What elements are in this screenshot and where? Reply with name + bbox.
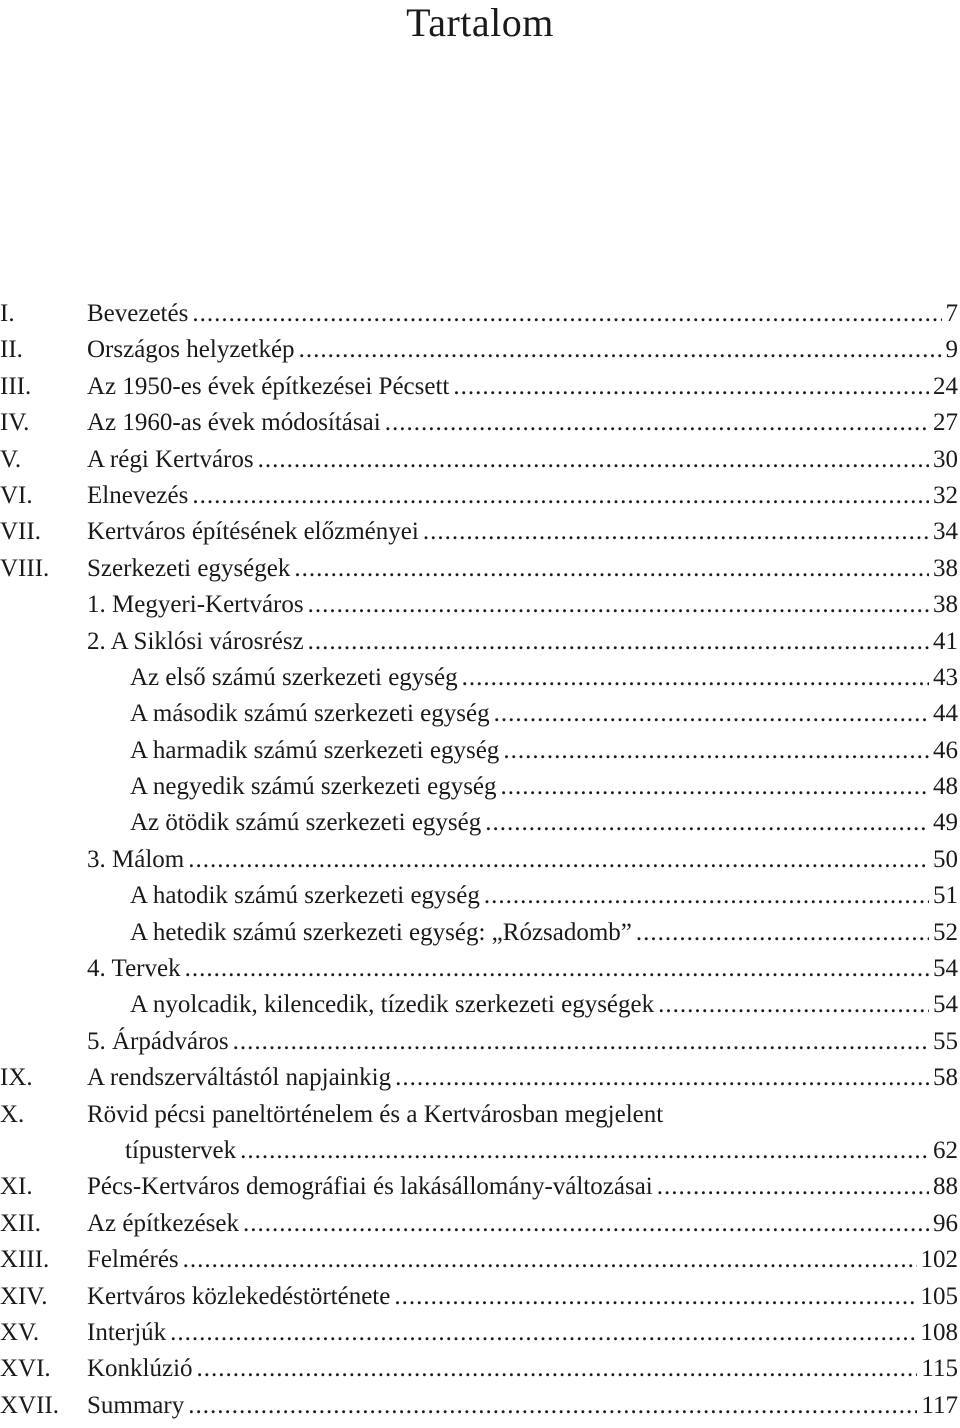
toc-entry-title: A második számú szerkezeti egység: [130, 700, 490, 728]
toc-entry-title: Az első számú szerkezeti egység: [130, 663, 458, 691]
toc-entry: [0, 624, 958, 660]
toc-entry-title: Szerkezeti egységek: [87, 554, 291, 582]
toc-entry-body: [87, 1206, 958, 1242]
toc-dot-leader: [170, 1315, 916, 1351]
toc-entry-page: 88: [933, 1173, 958, 1201]
toc-entry-title: Az 1950-es évek építkezései Pécsett: [87, 372, 450, 400]
toc-entry-title: A hetedik számú szerkezeti egység: „Rózsadomb”: [130, 918, 632, 946]
toc-entry-title: A nyolcadik, kilencedik, tízedik szerkezeti egységek: [130, 991, 655, 1019]
toc-entry-page: 54: [933, 991, 958, 1019]
toc-entry: [0, 332, 958, 368]
table-of-contents: [0, 296, 958, 1424]
toc-entry-title: A rendszerváltástól napjainkig: [87, 1064, 392, 1092]
toc-entry-number: II.: [0, 336, 23, 364]
toc-entry-number: V.: [0, 445, 22, 473]
toc-dot-leader: [636, 915, 929, 951]
toc-entry-title: A negyedik számú szerkezeti egység: [130, 773, 497, 801]
toc-entry-title: Az építkezések: [87, 1209, 240, 1237]
toc-entry-title: Az ötödik számú szerkezeti egység: [130, 809, 482, 837]
toc-entry-page: 30: [933, 445, 958, 473]
toc-entry-page: 43: [933, 663, 958, 691]
toc-dot-leader: [485, 805, 929, 841]
toc-entry-body: [87, 660, 958, 696]
toc-dot-leader: [197, 1351, 918, 1387]
toc-entry-title: A régi Kertváros: [87, 445, 254, 473]
toc-entry: [0, 442, 958, 478]
toc-entry-number: XVI.: [0, 1355, 51, 1383]
toc-entry-number: VIII.: [0, 554, 50, 582]
toc-dot-leader: [240, 1133, 929, 1169]
toc-entry: [0, 369, 958, 405]
toc-entry-title: típustervek: [125, 1136, 237, 1164]
toc-entry-number: XIV.: [0, 1282, 48, 1310]
toc-entry-body: [87, 1060, 958, 1096]
toc-entry: [0, 587, 958, 623]
toc-dot-leader: [385, 405, 929, 441]
toc-entry-page: 46: [933, 736, 958, 764]
toc-entry-body: [87, 842, 958, 878]
toc-dot-leader: [192, 296, 941, 332]
toc-entry-page: 105: [920, 1282, 958, 1310]
toc-entry-body: [87, 878, 958, 914]
toc-entry-title: 4. Tervek: [87, 955, 181, 983]
toc-entry: [0, 951, 958, 987]
toc-entry-page: 44: [933, 700, 958, 728]
toc-entry-body: [87, 587, 958, 623]
page-title: Tartalom: [406, 0, 554, 45]
toc-entry-title: 1. Megyeri-Kertváros: [87, 591, 304, 619]
toc-entry-title: Konklúzió: [87, 1355, 193, 1383]
toc-entry-body: [87, 1097, 958, 1133]
toc-entry-page: 9: [945, 336, 958, 364]
toc-entry-body: [87, 1279, 958, 1315]
toc-entry-page: 7: [945, 300, 958, 327]
toc-dot-leader: [657, 1169, 929, 1205]
toc-dot-leader: [299, 332, 942, 368]
toc-entry-title: Summary: [87, 1391, 185, 1419]
toc-entry-page: 102: [920, 1246, 958, 1274]
toc-entry-title: Rövid pécsi paneltörténelem és a Kertvárosban megjelent: [87, 1100, 664, 1128]
toc-dot-leader: [484, 878, 929, 914]
toc-entry-body: [87, 1351, 958, 1387]
toc-entry-page: 115: [921, 1355, 958, 1383]
toc-entry-body: [87, 514, 958, 550]
toc-dot-leader: [188, 842, 929, 878]
toc-dot-leader: [501, 769, 929, 805]
toc-entry-body: [87, 696, 958, 732]
toc-entry: [0, 987, 958, 1023]
toc-entry-number: III.: [0, 372, 32, 400]
toc-dot-leader: [494, 696, 929, 732]
toc-entry-page: 38: [933, 554, 958, 582]
toc-entry-title: A hatodik számú szerkezeti egység: [130, 882, 480, 910]
toc-entry-title: A harmadik számú szerkezeti egység: [130, 736, 500, 764]
toc-dot-leader: [658, 987, 929, 1023]
toc-dot-leader: [243, 1206, 929, 1242]
toc-dot-leader: [308, 624, 929, 660]
toc-dot-leader: [423, 514, 929, 550]
toc-entry: [0, 1024, 958, 1060]
toc-dot-leader: [233, 1024, 929, 1060]
toc-entry-number: XV.: [0, 1318, 40, 1346]
toc-entry-page: 117: [921, 1391, 958, 1419]
toc-dot-leader: [258, 442, 929, 478]
toc-dot-leader: [294, 551, 929, 587]
toc-entry-body: [87, 478, 958, 514]
toc-entry: [0, 1388, 958, 1424]
toc-entry-body: [87, 442, 958, 478]
toc-entry-body: [87, 332, 958, 368]
toc-entry: [0, 1206, 958, 1242]
toc-entry: [0, 514, 958, 550]
toc-entry-body: [87, 551, 958, 587]
toc-entry-page: 48: [933, 773, 958, 801]
toc-dot-leader: [394, 1279, 916, 1315]
toc-entry-number: XIII.: [0, 1246, 50, 1274]
toc-entry-page: 41: [933, 627, 958, 655]
toc-entry: [0, 769, 958, 805]
toc-entry-page: 62: [933, 1136, 958, 1164]
toc-entry-title: Elnevezés: [87, 481, 189, 509]
toc-entry-page: 50: [933, 845, 958, 873]
toc-entry-number: X.: [0, 1100, 25, 1128]
toc-entry-title: 3. Málom: [87, 845, 185, 873]
toc-entry-page: 34: [933, 518, 958, 546]
toc-entry: [0, 696, 958, 732]
toc-entry: [0, 478, 958, 514]
toc-entry: [0, 842, 958, 878]
toc-entry-page: 49: [933, 809, 958, 837]
toc-entry-body: [87, 769, 958, 805]
toc-entry-page: 58: [933, 1064, 958, 1092]
toc-entry-page: 54: [933, 955, 958, 983]
toc-dot-leader: [183, 1242, 917, 1278]
toc-entry-body: [87, 915, 958, 951]
toc-entry: [0, 660, 958, 696]
toc-entry-body: [87, 733, 958, 769]
toc-entry: [0, 1315, 958, 1351]
toc-entry-page: 51: [933, 882, 958, 910]
toc-dot-leader: [192, 478, 929, 514]
toc-entry-body: [87, 951, 958, 987]
toc-dot-leader: [188, 1388, 917, 1424]
toc-entry-number: IX.: [0, 1064, 33, 1092]
toc-entry: [0, 1351, 958, 1387]
toc-entry-body: [87, 369, 958, 405]
toc-entry-body: [87, 1169, 958, 1205]
toc-entry-title: 2. A Siklósi városrész: [87, 627, 304, 655]
toc-entry-number: VI.: [0, 481, 33, 509]
toc-entry-page: 52: [933, 918, 958, 946]
toc-entry: [0, 878, 958, 914]
toc-entry-title: Pécs-Kertváros demográfiai és lakásállomány-változásai: [87, 1173, 653, 1201]
toc-entry-number: XVII.: [0, 1391, 60, 1419]
toc-entry-body: [87, 296, 958, 332]
toc-entry-title: Kertváros közlekedéstörténete: [87, 1282, 391, 1310]
toc-entry-number: I.: [0, 300, 15, 327]
toc-entry-page: 32: [933, 481, 958, 509]
toc-entry-page: 38: [933, 591, 958, 619]
toc-entry-page: 27: [933, 409, 958, 437]
toc-entry: [0, 1169, 958, 1205]
toc-dot-leader: [308, 587, 929, 623]
toc-entry: [0, 1097, 958, 1133]
toc-entry: [0, 405, 958, 441]
toc-entry-body: [87, 987, 958, 1023]
toc-entry-body: [87, 1024, 958, 1060]
toc-entry: [0, 733, 958, 769]
toc-entry-title: Bevezetés: [87, 300, 189, 327]
toc-entry-number: XI.: [0, 1173, 33, 1201]
toc-entry-page: 108: [920, 1318, 958, 1346]
toc-entry: [0, 1242, 958, 1278]
toc-entry-page: 96: [933, 1209, 958, 1237]
toc-entry-body: [87, 805, 958, 841]
toc-entry-title: Kertváros építésének előzményei: [87, 518, 419, 546]
toc-entry-body: [87, 1242, 958, 1278]
toc-entry-page: 24: [933, 372, 958, 400]
toc-entry-title: Országos helyzetkép: [87, 336, 295, 364]
toc-entry-body: [87, 1315, 958, 1351]
toc-entry-title: Interjúk: [87, 1318, 167, 1346]
toc-entry: [0, 296, 958, 332]
toc-entry-body: [87, 624, 958, 660]
toc-dot-leader: [395, 1060, 929, 1096]
toc-entry: [0, 805, 958, 841]
toc-entry-title: Felmérés: [87, 1246, 179, 1274]
toc-dot-leader: [185, 951, 929, 987]
toc-entry: [0, 1133, 958, 1169]
toc-entry-number: XII.: [0, 1209, 41, 1237]
toc-entry-number: VII.: [0, 518, 41, 546]
toc-entry-body: [87, 405, 958, 441]
toc-entry-number: IV.: [0, 409, 30, 437]
toc-entry-body: [87, 1133, 958, 1169]
toc-dot-leader: [462, 660, 929, 696]
toc-entry-title: 5. Árpádváros: [87, 1027, 229, 1055]
toc-entry-body: [87, 1388, 958, 1424]
toc-entry-page: 55: [933, 1027, 958, 1055]
toc-entry: [0, 1060, 958, 1096]
toc-entry: [0, 551, 958, 587]
toc-entry: [0, 915, 958, 951]
toc-entry: [0, 1279, 958, 1315]
toc-dot-leader: [503, 733, 929, 769]
toc-entry-title: Az 1960-as évek módosításai: [87, 409, 381, 437]
toc-dot-leader: [453, 369, 929, 405]
